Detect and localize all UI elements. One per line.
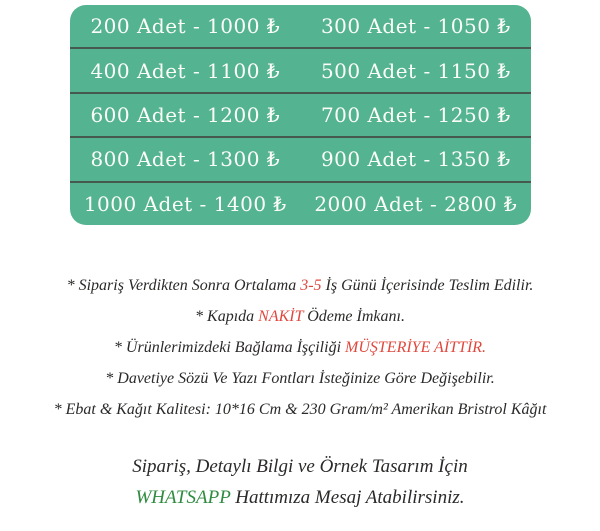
footer-line2-rest: Hattımıza Mesaj Atabilirsiniz.: [230, 487, 465, 508]
price-cell: 300 Adet - 1050 ₺: [320, 14, 511, 39]
price-cell: 800 Adet - 1300 ₺: [90, 147, 281, 172]
footer-line1: Sipariş, Detaylı Bilgi ve Örnek Tasarım İçin: [132, 456, 468, 477]
price-cell: 900 Adet - 1350 ₺: [320, 147, 511, 172]
notes-section: [0, 270, 600, 425]
note-labor: [0, 332, 600, 363]
note-text: * Kapıda: [195, 308, 259, 325]
table-row: [70, 5, 531, 47]
note-text: * Ürünlerimizdeki Bağlama İşçiliği: [113, 339, 346, 356]
note-delivery: [0, 270, 600, 301]
price-cell: 2000 Adet - 2800 ₺: [314, 191, 518, 216]
note-text: * Ebat & Kağıt Kalitesi: 10*16 Cm & 230 Gram/m² Amerikan Bristrol Kâğıt: [53, 401, 547, 418]
price-cell: 600 Adet - 1200 ₺: [90, 103, 281, 128]
table-row: [70, 136, 531, 180]
table-row: [70, 181, 531, 225]
note-text: Ödeme İmkanı.: [303, 308, 405, 325]
table-row: [70, 92, 531, 136]
note-fonts: [0, 363, 600, 394]
table-row: [70, 47, 531, 91]
price-cell: 700 Adet - 1250 ₺: [320, 103, 511, 128]
note-highlight: MÜŞTERİYE AİTTİR.: [345, 339, 487, 356]
price-cell: 1000 Adet - 1400 ₺: [83, 191, 287, 216]
price-table: [70, 5, 531, 225]
note-payment: [0, 301, 600, 332]
footer-line2: [0, 482, 600, 513]
price-cell: 400 Adet - 1100 ₺: [90, 58, 281, 83]
note-highlight: NAKİT: [258, 308, 304, 325]
note-highlight: 3-5: [300, 277, 322, 294]
price-cell: 500 Adet - 1150 ₺: [320, 58, 511, 83]
price-cell: 200 Adet - 1000 ₺: [90, 14, 281, 39]
footer-cta: [0, 451, 600, 513]
note-text: * Sipariş Verdikten Sonra Ortalama: [66, 277, 301, 294]
note-text: İş Günü İçerisinde Teslim Edilir.: [321, 277, 534, 294]
note-paper: [0, 394, 600, 425]
whatsapp-label: WHATSAPP: [135, 487, 231, 508]
note-text: * Davetiye Sözü Ve Yazı Fontları İsteğinize Göre Değişebilir.: [105, 370, 495, 387]
